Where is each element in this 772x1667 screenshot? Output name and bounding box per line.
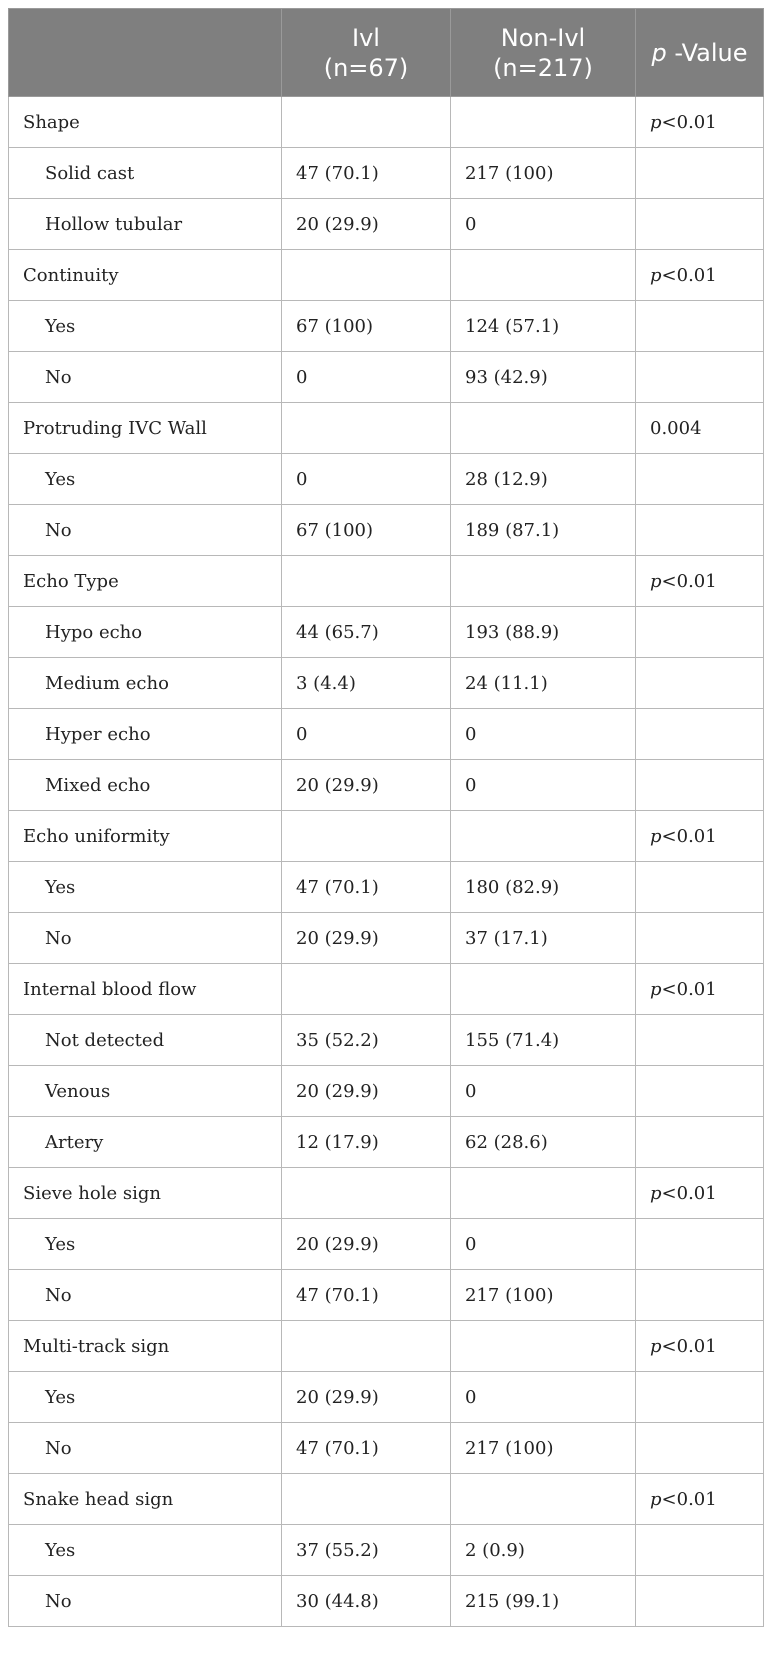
- header-nonivl: [451, 9, 636, 97]
- table-row: [9, 1423, 764, 1474]
- row-label: No: [9, 505, 282, 556]
- nonivl-value: 215 (99.1): [451, 1576, 636, 1627]
- category-label: Sieve hole sign: [9, 1168, 282, 1219]
- row-label: No: [9, 1576, 282, 1627]
- nonivl-value: 62 (28.6): [451, 1117, 636, 1168]
- p-value: [636, 811, 764, 862]
- p-value: [636, 1015, 764, 1066]
- nonivl-value: [451, 964, 636, 1015]
- header-nonivl-count: (n=217): [493, 53, 593, 82]
- ivl-value: 0: [282, 454, 451, 505]
- nonivl-value: 0: [451, 709, 636, 760]
- nonivl-value: 180 (82.9): [451, 862, 636, 913]
- table-row: [9, 1270, 764, 1321]
- table-row: [9, 862, 764, 913]
- table-row: [9, 505, 764, 556]
- ivl-value: [282, 403, 451, 454]
- table-row: [9, 658, 764, 709]
- nonivl-value: [451, 1168, 636, 1219]
- p-value: [636, 1474, 764, 1525]
- p-value: [636, 454, 764, 505]
- table-row: [9, 1219, 764, 1270]
- p-value-text: <0.01: [661, 111, 717, 133]
- p-symbol: p: [650, 978, 662, 1000]
- p-value: [636, 862, 764, 913]
- p-value: [636, 1066, 764, 1117]
- ivl-value: 47 (70.1): [282, 862, 451, 913]
- ivl-value: 37 (55.2): [282, 1525, 451, 1576]
- p-value: [636, 352, 764, 403]
- p-value-text: <0.01: [661, 1488, 717, 1510]
- ivl-value: [282, 250, 451, 301]
- p-value-text: <0.01: [661, 570, 717, 592]
- p-value: [636, 403, 764, 454]
- p-value: [636, 1321, 764, 1372]
- table-row: [9, 607, 764, 658]
- nonivl-value: [451, 1474, 636, 1525]
- header-ivl: [282, 9, 451, 97]
- row-label: Yes: [9, 454, 282, 505]
- ivl-value: 67 (100): [282, 301, 451, 352]
- p-value: [636, 556, 764, 607]
- ivl-value: 0: [282, 709, 451, 760]
- category-label: Shape: [9, 97, 282, 148]
- row-label: No: [9, 913, 282, 964]
- row-label: Not detected: [9, 1015, 282, 1066]
- ivl-value: 47 (70.1): [282, 1423, 451, 1474]
- category-row: [9, 556, 764, 607]
- category-row: [9, 403, 764, 454]
- nonivl-value: [451, 403, 636, 454]
- ivl-value: 30 (44.8): [282, 1576, 451, 1627]
- category-label: Internal blood flow: [9, 964, 282, 1015]
- row-label: Yes: [9, 1372, 282, 1423]
- p-value: [636, 250, 764, 301]
- ivl-value: 12 (17.9): [282, 1117, 451, 1168]
- row-label: No: [9, 352, 282, 403]
- nonivl-value: 0: [451, 760, 636, 811]
- header-empty-cell: [9, 9, 282, 97]
- header-row: [9, 9, 764, 97]
- ivl-value: [282, 1474, 451, 1525]
- ivl-value: 44 (65.7): [282, 607, 451, 658]
- p-value: [636, 658, 764, 709]
- p-value: [636, 1270, 764, 1321]
- p-value: [636, 301, 764, 352]
- ivl-value: 20 (29.9): [282, 913, 451, 964]
- ivl-value: [282, 811, 451, 862]
- p-symbol: p: [650, 111, 662, 133]
- row-label: Yes: [9, 862, 282, 913]
- results-table: [8, 8, 764, 1627]
- row-label: Solid cast: [9, 148, 282, 199]
- p-value: [636, 709, 764, 760]
- p-value-text: <0.01: [661, 264, 717, 286]
- table-row: [9, 352, 764, 403]
- row-label: Hollow tubular: [9, 199, 282, 250]
- nonivl-value: 217 (100): [451, 1270, 636, 1321]
- ivl-value: 47 (70.1): [282, 1270, 451, 1321]
- table-row: [9, 1117, 764, 1168]
- category-row: [9, 964, 764, 1015]
- table-row: [9, 199, 764, 250]
- ivl-value: 20 (29.9): [282, 1219, 451, 1270]
- p-symbol: p: [650, 1182, 662, 1204]
- ivl-value: [282, 1321, 451, 1372]
- p-value: [636, 760, 764, 811]
- p-value: [636, 964, 764, 1015]
- row-label: No: [9, 1270, 282, 1321]
- p-symbol: p: [650, 570, 662, 592]
- nonivl-value: [451, 556, 636, 607]
- row-label: Yes: [9, 1525, 282, 1576]
- p-symbol: p: [650, 825, 662, 847]
- category-row: [9, 811, 764, 862]
- p-value: [636, 1423, 764, 1474]
- nonivl-value: 193 (88.9): [451, 607, 636, 658]
- nonivl-value: 0: [451, 199, 636, 250]
- header-pvalue: [636, 9, 764, 97]
- row-label: Yes: [9, 301, 282, 352]
- row-label: Artery: [9, 1117, 282, 1168]
- nonivl-value: 0: [451, 1219, 636, 1270]
- nonivl-value: [451, 811, 636, 862]
- ivl-value: 20 (29.9): [282, 199, 451, 250]
- table-row: [9, 1015, 764, 1066]
- p-value: [636, 1168, 764, 1219]
- category-label: Multi-track sign: [9, 1321, 282, 1372]
- nonivl-value: [451, 1321, 636, 1372]
- ivl-value: 47 (70.1): [282, 148, 451, 199]
- nonivl-value: 0: [451, 1066, 636, 1117]
- table-row: [9, 1066, 764, 1117]
- header-nonivl-label: Non-Ivl: [500, 23, 586, 52]
- p-value-text: 0.004: [650, 417, 702, 439]
- nonivl-value: 124 (57.1): [451, 301, 636, 352]
- table-body: [9, 97, 764, 1627]
- nonivl-value: [451, 250, 636, 301]
- p-value: [636, 148, 764, 199]
- p-value-text: <0.01: [661, 825, 717, 847]
- p-value: [636, 1117, 764, 1168]
- category-label: Protruding IVC Wall: [9, 403, 282, 454]
- row-label: Medium echo: [9, 658, 282, 709]
- p-symbol: p: [650, 1335, 662, 1357]
- header-ivl-label: Ivl: [352, 23, 380, 52]
- ivl-value: 20 (29.9): [282, 1066, 451, 1117]
- row-label: No: [9, 1423, 282, 1474]
- p-value: [636, 1372, 764, 1423]
- nonivl-value: 217 (100): [451, 1423, 636, 1474]
- p-symbol: p: [650, 1488, 662, 1510]
- ivl-value: 67 (100): [282, 505, 451, 556]
- category-row: [9, 1168, 764, 1219]
- table-row: [9, 760, 764, 811]
- ivl-value: [282, 97, 451, 148]
- nonivl-value: 0: [451, 1372, 636, 1423]
- ivl-value: [282, 556, 451, 607]
- category-label: Echo uniformity: [9, 811, 282, 862]
- ivl-value: 20 (29.9): [282, 760, 451, 811]
- category-row: [9, 97, 764, 148]
- nonivl-value: 217 (100): [451, 148, 636, 199]
- p-value: [636, 913, 764, 964]
- p-value-text: <0.01: [661, 1335, 717, 1357]
- table-row: [9, 454, 764, 505]
- table-row: [9, 1576, 764, 1627]
- p-value: [636, 607, 764, 658]
- table-row: [9, 913, 764, 964]
- p-value: [636, 1525, 764, 1576]
- row-label: Mixed echo: [9, 760, 282, 811]
- table-row: [9, 148, 764, 199]
- category-row: [9, 1474, 764, 1525]
- p-value: [636, 97, 764, 148]
- ivl-value: 0: [282, 352, 451, 403]
- ivl-value: [282, 1168, 451, 1219]
- p-value: [636, 1576, 764, 1627]
- table-row: [9, 1525, 764, 1576]
- row-label: Hypo echo: [9, 607, 282, 658]
- p-value: [636, 199, 764, 250]
- p-value: [636, 505, 764, 556]
- ivl-value: 35 (52.2): [282, 1015, 451, 1066]
- header-p-symbol: p: [651, 38, 667, 67]
- ivl-value: 3 (4.4): [282, 658, 451, 709]
- table-header: [9, 9, 764, 97]
- header-pvalue-suffix: -Value: [666, 38, 748, 67]
- category-row: [9, 1321, 764, 1372]
- ivl-value: 20 (29.9): [282, 1372, 451, 1423]
- nonivl-value: 37 (17.1): [451, 913, 636, 964]
- p-value: [636, 1219, 764, 1270]
- table-row: [9, 301, 764, 352]
- nonivl-value: 28 (12.9): [451, 454, 636, 505]
- nonivl-value: 155 (71.4): [451, 1015, 636, 1066]
- nonivl-value: 93 (42.9): [451, 352, 636, 403]
- nonivl-value: 24 (11.1): [451, 658, 636, 709]
- category-label: Echo Type: [9, 556, 282, 607]
- row-label: Hyper echo: [9, 709, 282, 760]
- nonivl-value: [451, 97, 636, 148]
- category-label: Continuity: [9, 250, 282, 301]
- p-symbol: p: [650, 264, 662, 286]
- ivl-value: [282, 964, 451, 1015]
- row-label: Venous: [9, 1066, 282, 1117]
- header-ivl-count: (n=67): [323, 53, 409, 82]
- p-value-text: <0.01: [661, 978, 717, 1000]
- p-value-text: <0.01: [661, 1182, 717, 1204]
- table-row: [9, 709, 764, 760]
- category-row: [9, 250, 764, 301]
- nonivl-value: 189 (87.1): [451, 505, 636, 556]
- nonivl-value: 2 (0.9): [451, 1525, 636, 1576]
- table-row: [9, 1372, 764, 1423]
- category-label: Snake head sign: [9, 1474, 282, 1525]
- row-label: Yes: [9, 1219, 282, 1270]
